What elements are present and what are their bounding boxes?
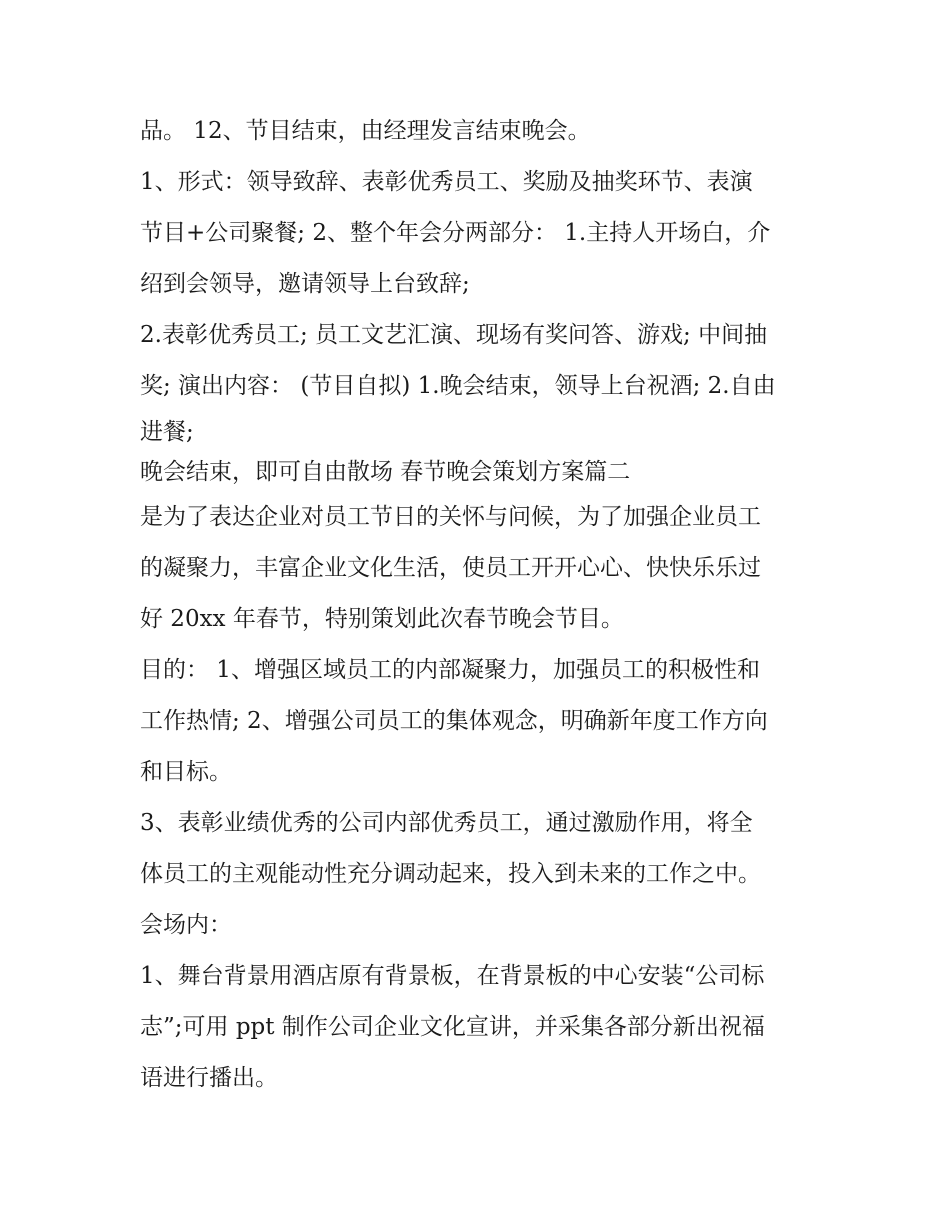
text-line: 目的： 1、增强区域员工的内部凝聚力，加强员工的积极性和: [140, 657, 760, 683]
text-line: 奖; 演出内容： (节目自拟) 1.晚会结束，领导上台祝酒; 2.自由: [140, 373, 776, 399]
text-line: 体员工的主观能动性充分调动起来，投入到未来的工作之中。: [140, 861, 761, 887]
text-line: 节目+公司聚餐; 2、整个年会分两部分： 1.主持人开场白，介: [140, 220, 771, 246]
text-line: 1、舞台背景用酒店原有背景板，在背景板的中心安装“公司标: [140, 963, 765, 989]
text-line: 绍到会领导，邀请领导上台致辞;: [140, 271, 470, 297]
text-line: 和目标。: [140, 759, 232, 785]
text-line: 进餐;: [140, 419, 194, 445]
text-line: 品。 12、节目结束，由经理发言结束晚会。: [140, 118, 591, 144]
text-line: 1、形式：领导致辞、表彰优秀员工、奖励及抽奖环节、表演: [140, 169, 753, 195]
text-line: 志”;可用 ppt 制作公司企业文化宣讲，并采集各部分新出祝福: [140, 1014, 765, 1040]
text-line: 晚会结束，即可自由散场 春节晚会策划方案篇二: [140, 459, 631, 485]
text-line: 会场内：: [140, 912, 232, 938]
text-line: 3、表彰业绩优秀的公司内部优秀员工，通过激励作用，将全: [140, 810, 753, 836]
text-line: 语进行播出。: [140, 1065, 278, 1091]
text-line: 工作热情; 2、增强公司员工的集体观念，明确新年度工作方向: [140, 708, 768, 734]
text-line: 的凝聚力，丰富企业文化生活，使员工开开心心、快快乐乐过: [140, 555, 761, 581]
document-body: [140, 106, 820, 1104]
text-line: 是为了表达企业对员工节日的关怀与问候，为了加强企业员工: [140, 504, 761, 530]
text-line: 好 20xx 年春节，特别策划此次春节晚会节目。: [140, 606, 624, 632]
text-line: 2.表彰优秀员工; 员工文艺汇演、现场有奖问答、游戏; 中间抽: [140, 322, 768, 348]
